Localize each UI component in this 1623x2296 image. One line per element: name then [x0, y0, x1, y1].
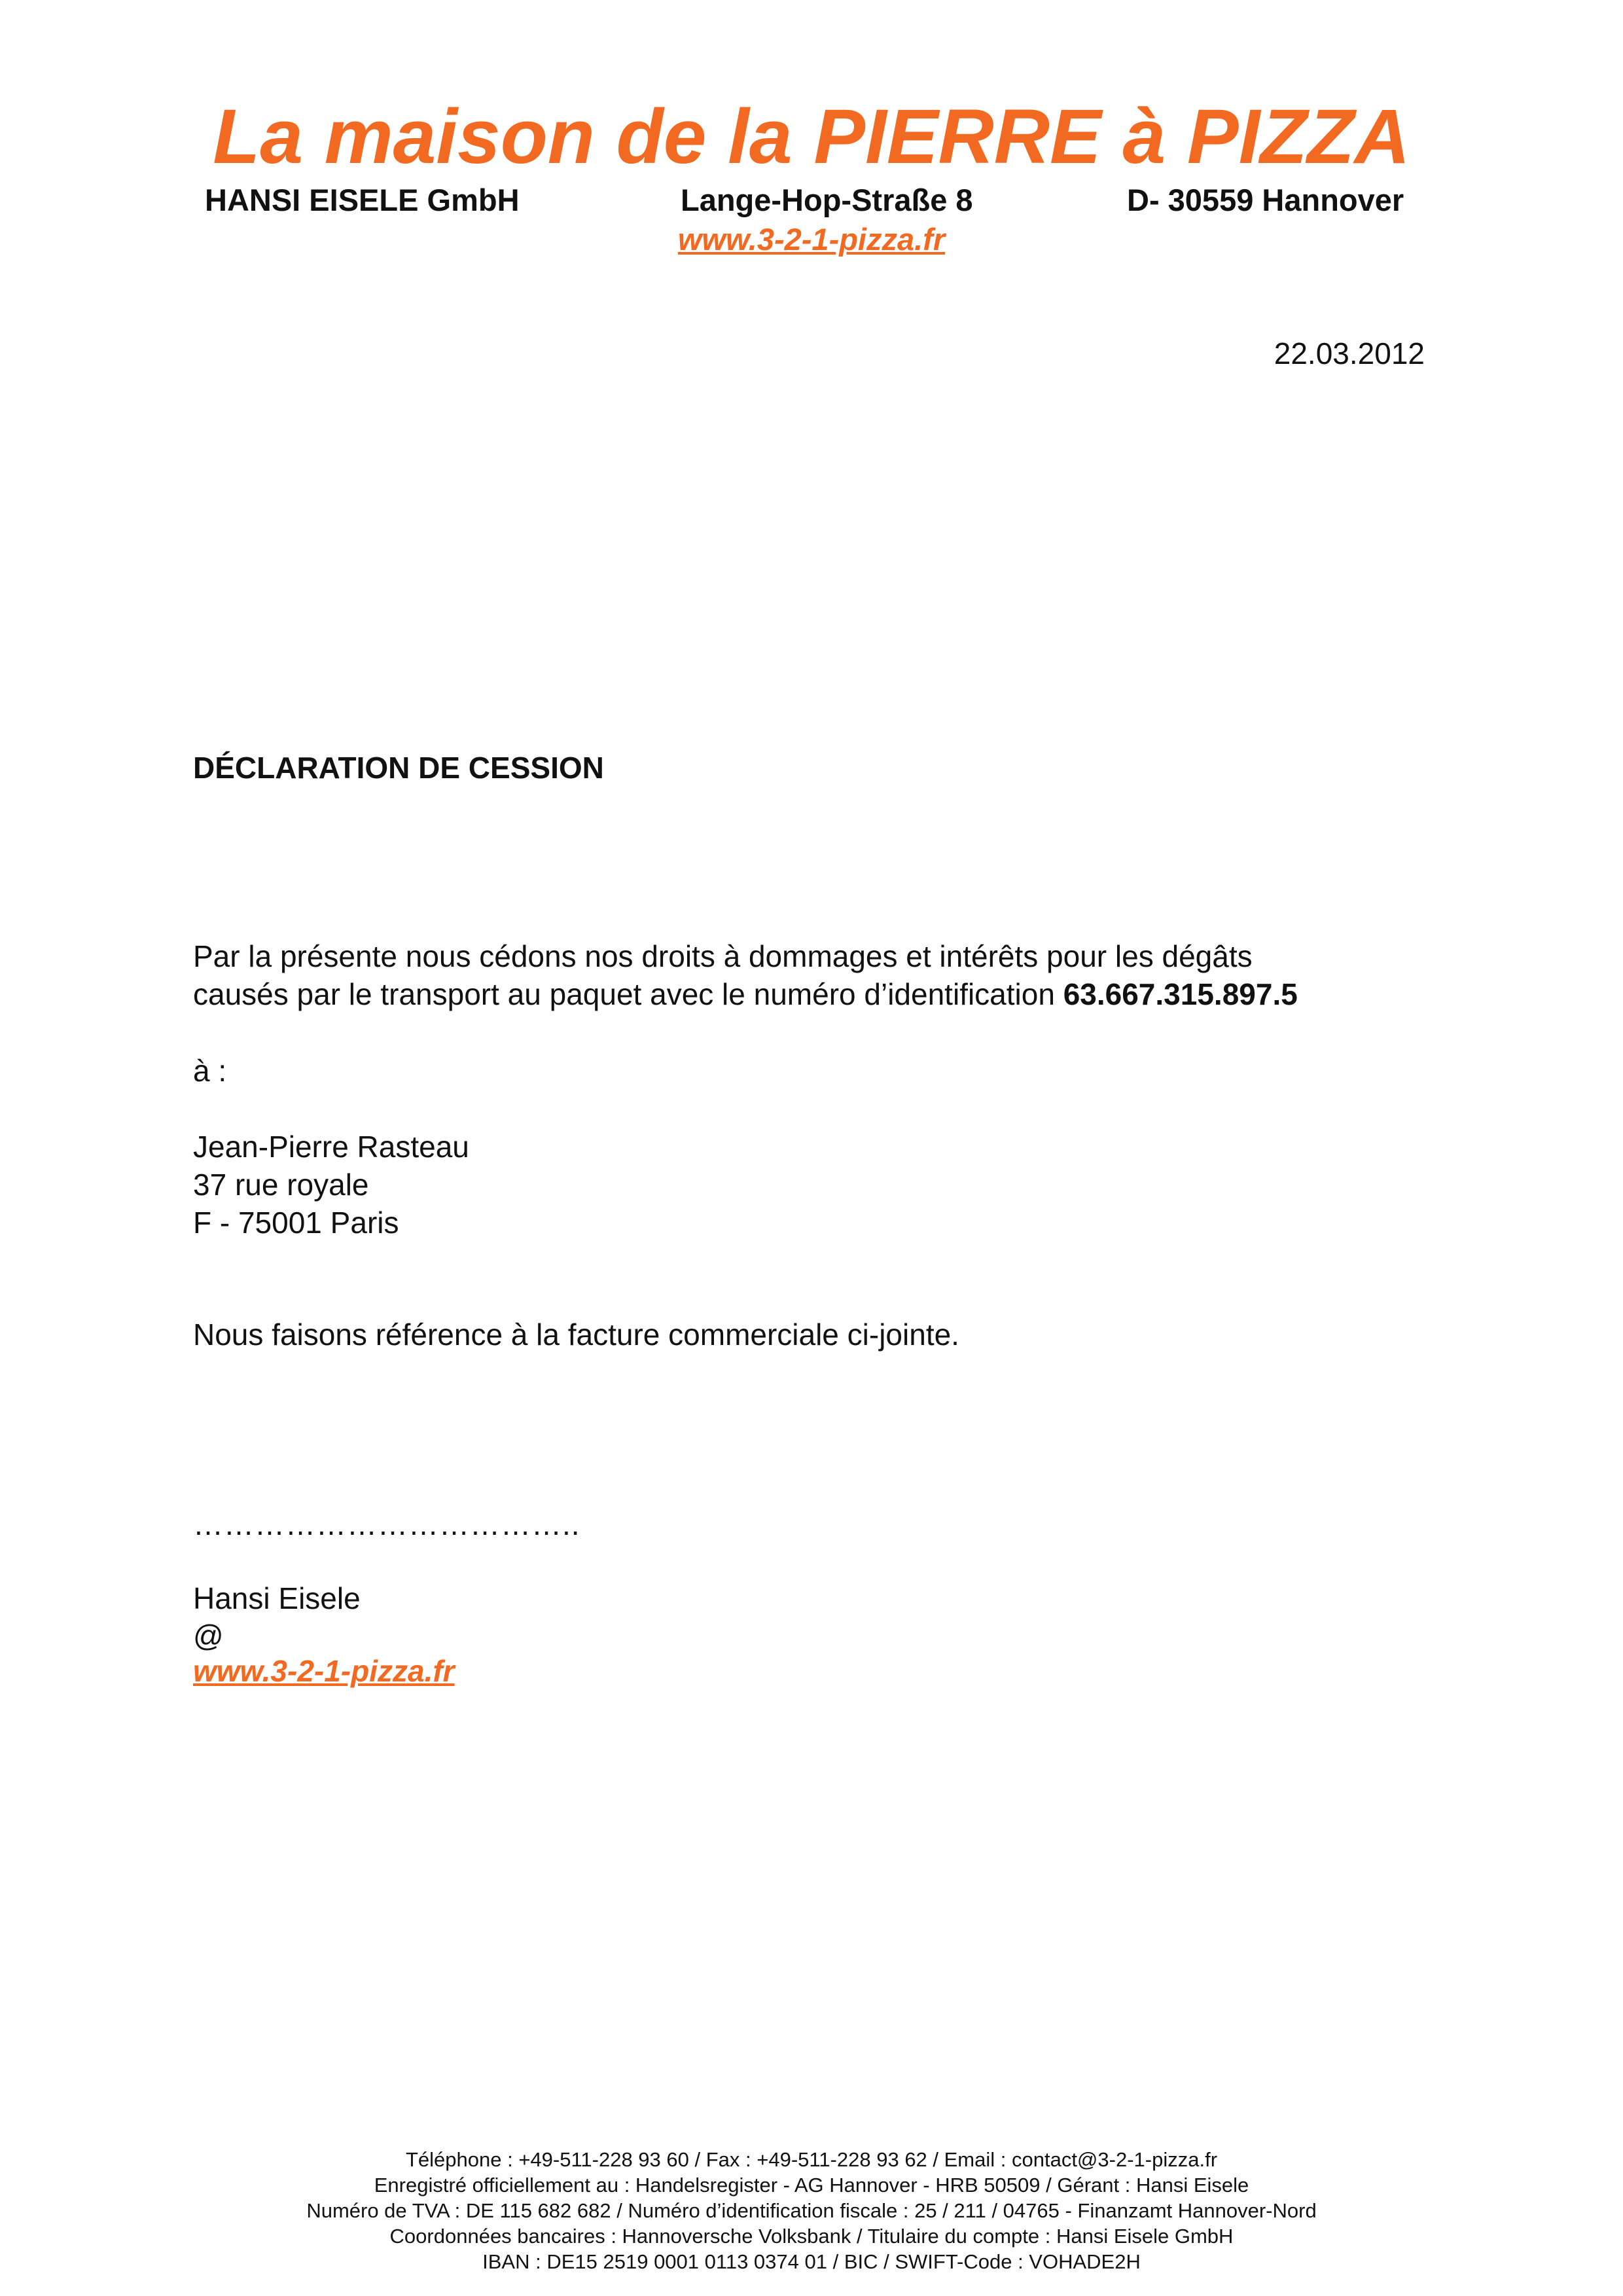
company-city: D- 30559 Hannover [1127, 183, 1404, 217]
letter-subject: DÉCLARATION DE CESSION [193, 751, 604, 785]
company-name: HANSI EISELE GmbH [205, 183, 520, 217]
footer-tax-line: Numéro de TVA : DE 115 682 682 / Numéro d’identification fiscale : 25 / 211 / 04765 - Finanzamt Hannover-Nord [306, 2199, 1317, 2222]
signature-website-link[interactable]: www.3-2-1-pizza.fr [193, 1654, 455, 1688]
footer-bank-line: Coordonnées bancaires : Hannoversche Volksbank / Titulaire du compte : Hansi Eisele GmbH [389, 2225, 1234, 2248]
tracking-number: 63.667.315.897.5 [1063, 977, 1298, 1011]
signature-at-symbol: @ [193, 1619, 224, 1653]
recipient-street: 37 rue royale [193, 1168, 369, 1202]
company-street: Lange-Hop-Straße 8 [681, 183, 973, 217]
footer-iban-line: IBAN : DE15 2519 0001 0113 0374 01 / BIC / SWIFT-Code : VOHADE2H [482, 2250, 1141, 2273]
paragraph-line-2-text: causés par le transport au paquet avec le numéro d’identification [193, 977, 1063, 1011]
invoice-reference: Nous faisons référence à la facture commerciale ci-jointe. [193, 1318, 959, 1352]
recipient-address [193, 1128, 469, 1242]
signer-name: Hansi Eisele [193, 1581, 361, 1615]
recipient-city: F - 75001 Paris [193, 1206, 399, 1240]
header-website-link[interactable]: www.3-2-1-pizza.fr [677, 222, 946, 257]
signature-line: ……………………………….. [193, 1507, 580, 1541]
paragraph-line-2 [193, 975, 1298, 1013]
letter-date: 22.03.2012 [1274, 336, 1425, 370]
paragraph-line-1: Par la présente nous cédons nos droits à dommages et intérêts pour les dégâts [193, 939, 1253, 973]
to-label: à : [193, 1054, 227, 1088]
footer-registry-line: Enregistré officiellement au : Handelsregister - AG Hannover - HRB 50509 / Gérant : Hansi Eisele [374, 2174, 1249, 2197]
footer-contact-line: Téléphone : +49-511-228 93 60 / Fax : +49-511-228 93 62 / Email : contact@3-2-1-pizza.fr [405, 2148, 1218, 2171]
letter-footer [0, 2147, 1623, 2274]
recipient-name: Jean-Pierre Rasteau [193, 1130, 469, 1164]
brand-title: La maison de la PIERRE à PIZZA [213, 94, 1410, 180]
cession-paragraph [193, 937, 1298, 1013]
